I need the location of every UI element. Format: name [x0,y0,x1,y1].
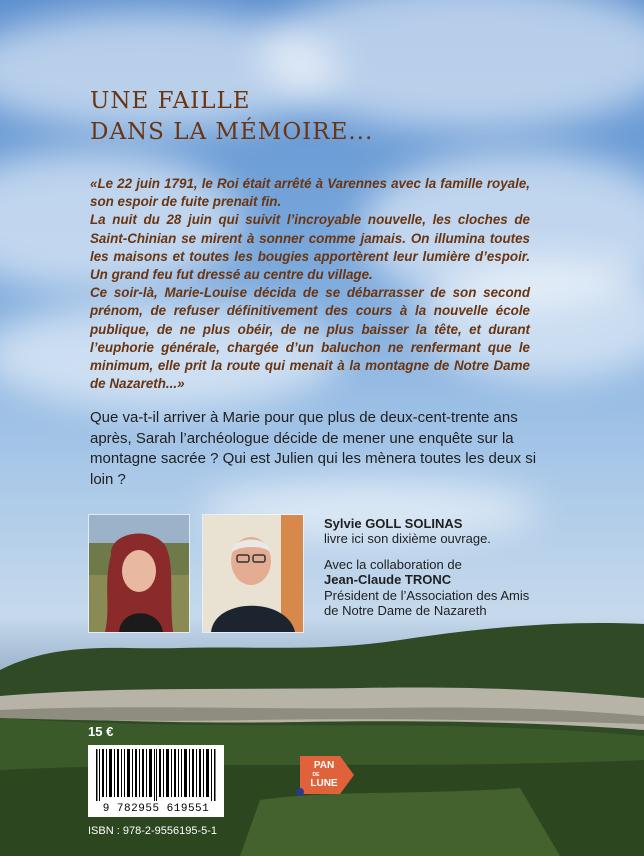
book-excerpt [90,175,530,393]
publisher-logo-small: DE [312,772,320,778]
collab-intro: Avec la collaboration de [324,556,462,572]
isbn: ISBN : 978-2-9556195-5-1 [88,825,218,837]
excerpt-paragraph: «Le 22 juin 1791, le Roi était arrêté à Varennes avec la famille royale, son espoir de fuite prenait fin. [90,176,530,210]
barcode-digits: 9 782955 619551 [102,803,210,815]
publisher-logo-line1: PAN [313,760,335,771]
author-line: livre ici son dixième ouvrage. [324,531,491,547]
book-blurb: Que va-t-il arriver à Marie pour que plus de deux-cent-trente ans après, Sarah l’archéologue décide de mener une enquête sur la montagne sacrée ? Qui est Julien qui les mènera toutes les deux si loin ? [90,409,537,488]
collaborator-role: Président de l’Association des Amis [324,587,530,603]
collaborator-name: Jean-Claude TRONC [324,572,452,588]
excerpt-paragraph: La nuit du 28 juin qui suivit l’incroyable nouvelle, les cloches de Saint-Chinian se mirent à sonner comme jamais. On illumina toutes les maisons et toutes les bougies apportèrent leur lumière d’espoir. Un grand feu fut dressé au centre du village. [90,212,530,283]
credits [324,516,624,618]
price: 15 € [88,724,114,739]
collaborator-role: de Notre Dame de Nazareth [324,603,487,619]
barcode [88,745,224,817]
collaborator-photo [202,514,304,633]
author-name: Sylvie GOLL SOLINAS [324,516,463,531]
publisher-logo [296,752,356,798]
barcode-bars [88,745,224,803]
publisher-logo-line2: LUNE [310,778,338,789]
book-title-line2: DANS LA MÉMOIRE... [90,119,374,145]
excerpt-paragraph: Ce soir-là, Marie-Louise décida de se débarrasser de son second prénom, de refuser définitivement des cours à la nouvelle école publique, de ne plus obéir, de ne plus baisser la tête, et durant l’euphorie générale, chargée d’un baluchon ne renfermant que le minimum, elle prit la route qui menait à la montagne de Notre Dame de Nazareth...» [90,285,530,392]
book-title [90,86,373,148]
book-title-line1: UNE FAILLE [90,88,251,114]
author-photo [88,514,190,633]
